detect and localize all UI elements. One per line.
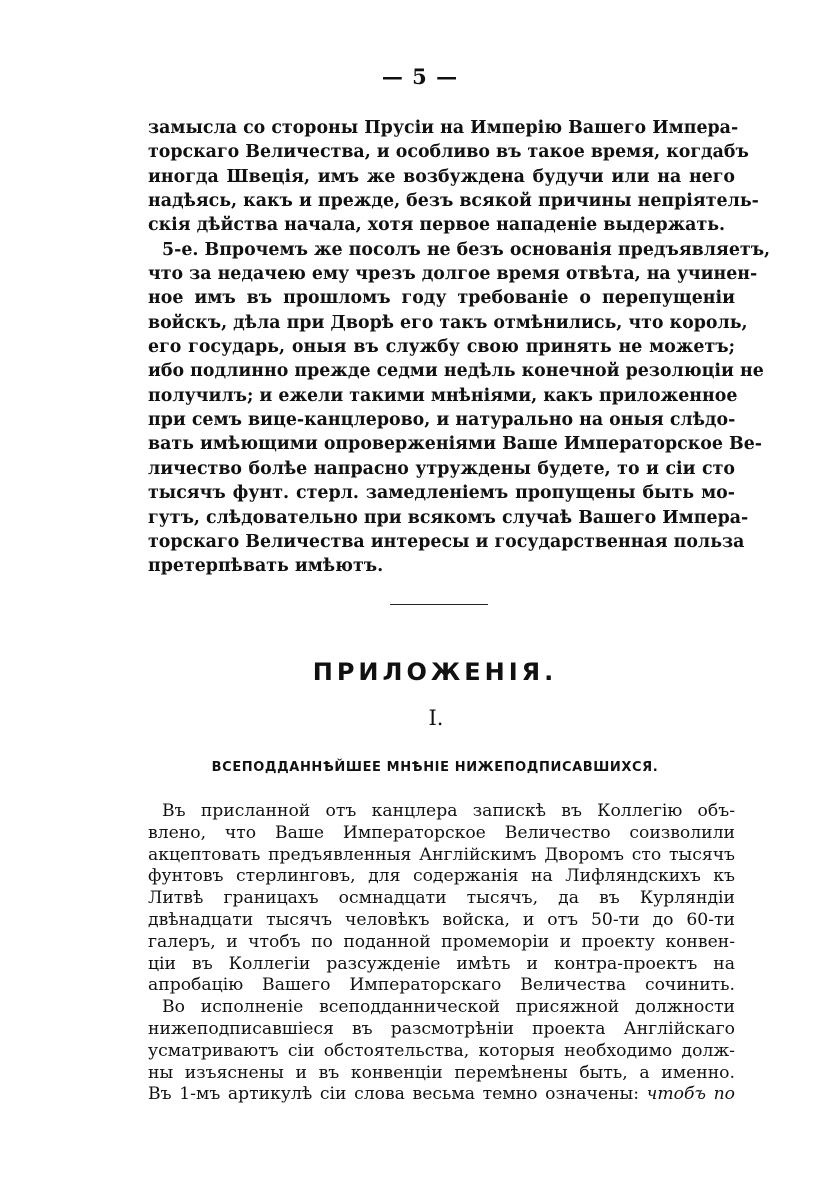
text-line: Литвѣ границахъ осмнадцати тысячъ, да въ Курляндiи xyxy=(148,888,735,909)
text-line: замысла со стороны Прусiи на Имперiю Вашего Импера- xyxy=(148,118,739,138)
text-line: получилъ; и ежели такими мнѣнiями, какъ приложенное xyxy=(148,385,738,406)
text-line: войскъ, дѣла при Дворѣ его такъ отмѣнились, что король, xyxy=(148,312,748,333)
text-line: его государь, оныя въ службу свою принять не можетъ; xyxy=(148,337,735,358)
text-line: Во исполненiе всеподданнической присяжной должности xyxy=(162,997,735,1018)
text-line: при семъ вице-канцлерово, и натурально на оныя слѣдо- xyxy=(148,410,736,431)
text-line: претерпѣвать имѣютъ. xyxy=(148,556,384,577)
text-line: фунтовъ стерлинговъ, для содержанiя на Лифляндскихъ къ xyxy=(148,866,735,887)
text-line: влено, что Ваше Императорское Величество соизволили xyxy=(148,822,735,843)
text-line: усматриваютъ сiи обстоятельства, которыя необходимо долж- xyxy=(148,1040,735,1061)
text-line: ны изъяснены и въ конвенцiи перемѣнены быть, а именно. xyxy=(148,1062,735,1083)
text-line: ное имъ въ прошломъ году требованiе о перепущенiи xyxy=(148,288,735,309)
text-line-main: Въ 1-мъ артикулѣ сiи слова весьма темно означены: xyxy=(148,1084,640,1105)
text-line: ибо подлинно прежде седми недѣль конечной резолюцiи не xyxy=(148,361,764,382)
text-line: что за недачею ему чрезъ долгое время отвѣта, на учинен- xyxy=(148,264,758,285)
text-line: тысячъ фунт. стерл. замедленiемъ пропущены быть мо- xyxy=(148,483,735,504)
text-line: личество болѣе напрасно утруждены будете, то и сiи сто xyxy=(148,458,735,479)
text-line: акцептовать предъявленныя Англiйскимъ Дворомъ сто тысячъ xyxy=(148,844,735,865)
text-line: Въ присланной отъ канцлера запискѣ въ Коллегiю объ- xyxy=(162,801,735,821)
section-divider xyxy=(390,604,488,605)
appendix-subtitle: ВСЕПОДДАННѢЙШЕЕ МНѢНIЕ НИЖЕПОДПИСАВШИХСЯ. xyxy=(211,760,659,775)
appendix-number: I. xyxy=(428,706,444,730)
text-line xyxy=(148,1084,735,1106)
text-line: скiя дѣйства начала, хотя первое нападенiе выдержать. xyxy=(148,215,726,236)
page-number: — 5 — xyxy=(381,64,459,89)
text-line: цiи въ Коллегiи разсужденiе имѣть и контра-проектъ на xyxy=(148,953,735,974)
text-line: вать имѣющими опроверженiями Ваше Императорское Ве- xyxy=(148,434,763,455)
text-line: 5-е. Впрочемъ же посолъ не безъ основанiя предъявляетъ, xyxy=(162,239,771,260)
text-line: галеръ, и чтобъ по поданной промеморiи и проекту конвен- xyxy=(148,931,735,952)
text-line: гутъ, слѣдовательно при всякомъ случаѣ Вашего Импера- xyxy=(148,507,749,528)
appendix-paragraph xyxy=(148,801,735,1106)
text-line: двѣнадцати тысячъ человѣкъ войска, и отъ 50-ти до 60-ти xyxy=(148,909,735,930)
text-line: торскаго Величества, и особливо въ такое время, когдабъ xyxy=(148,142,749,163)
text-line: надѣясь, какъ и прежде, безъ всякой причины непрiятель- xyxy=(148,191,759,212)
paragraph-continuation xyxy=(148,116,771,579)
text-line: нижеподписавшiеся въ разсмотрѣнiи проекта Англiйскаго xyxy=(148,1018,735,1039)
text-line-italic: чтобъ по xyxy=(646,1084,735,1105)
section-title: ПРИЛОЖЕНIЯ. xyxy=(312,658,558,686)
text-line: торскаго Величества интересы и государственная польза xyxy=(148,531,745,552)
text-line: иногда Швецiя, имъ же возбуждена будучи или на него xyxy=(148,166,735,187)
text-line: апробацiю Вашего Императорскаго Величества сочинить. xyxy=(148,975,735,996)
